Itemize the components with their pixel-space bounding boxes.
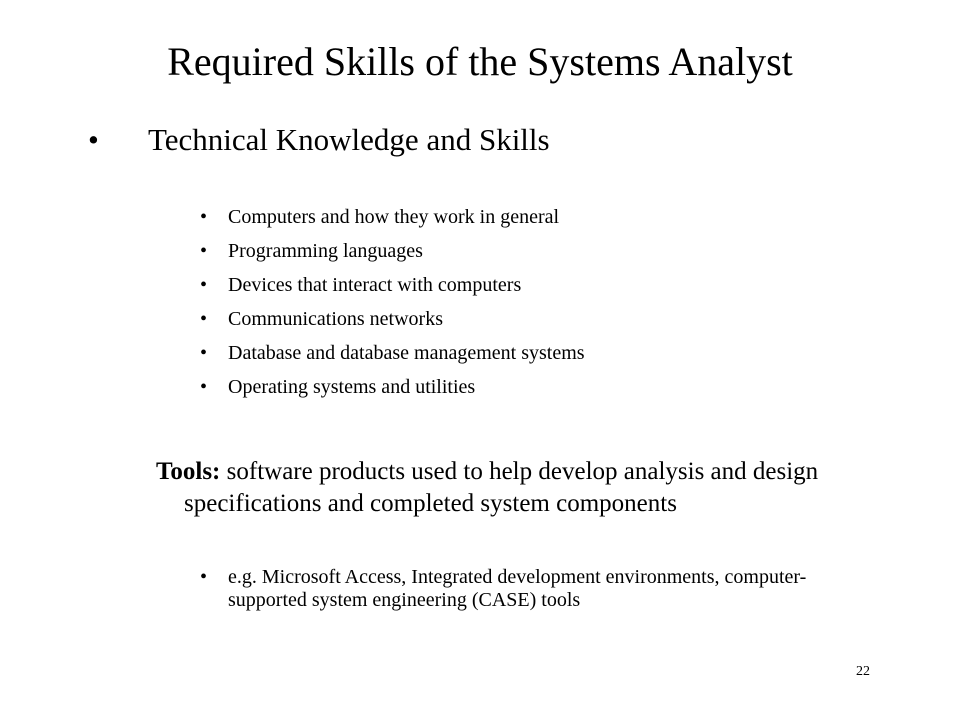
- list-item: [200, 341, 585, 375]
- main-bullet-text: Technical Knowledge and Skills: [148, 122, 550, 157]
- bullet-icon: •: [200, 206, 208, 228]
- example-text: e.g. Microsoft Access, Integrated development environments, computer-supported system engineering (CASE) tools: [228, 566, 807, 611]
- example-bullet: [200, 566, 868, 612]
- bullet-icon: •: [88, 122, 99, 157]
- slide-title: Required Skills of the Systems Analyst: [167, 39, 793, 84]
- list-item-text: Programming languages: [228, 240, 423, 262]
- bullet-icon: •: [200, 376, 208, 398]
- list-item-text: Database and database management systems: [228, 342, 585, 364]
- tools-label: Tools:: [156, 458, 221, 485]
- list-item-text: Communications networks: [228, 308, 443, 330]
- skills-list: [200, 205, 585, 409]
- list-item-text: Devices that interact with computers: [228, 274, 522, 296]
- list-item-text: Computers and how they work in general: [228, 206, 560, 228]
- bullet-icon: •: [200, 308, 208, 330]
- list-item-text: Operating systems and utilities: [228, 376, 476, 398]
- bullet-icon: •: [200, 342, 208, 364]
- list-item: [200, 375, 585, 409]
- page-number: 22: [856, 664, 870, 679]
- bullet-icon: •: [200, 274, 208, 296]
- list-item: [200, 307, 585, 341]
- bullet-icon: •: [200, 240, 208, 262]
- list-item: [200, 239, 585, 273]
- list-item: [200, 205, 585, 239]
- tools-text: software products used to help develop analysis and design specifications and completed system components: [184, 458, 819, 517]
- bullet-icon: •: [200, 566, 208, 588]
- tools-paragraph: [156, 456, 904, 520]
- list-item: [200, 273, 585, 307]
